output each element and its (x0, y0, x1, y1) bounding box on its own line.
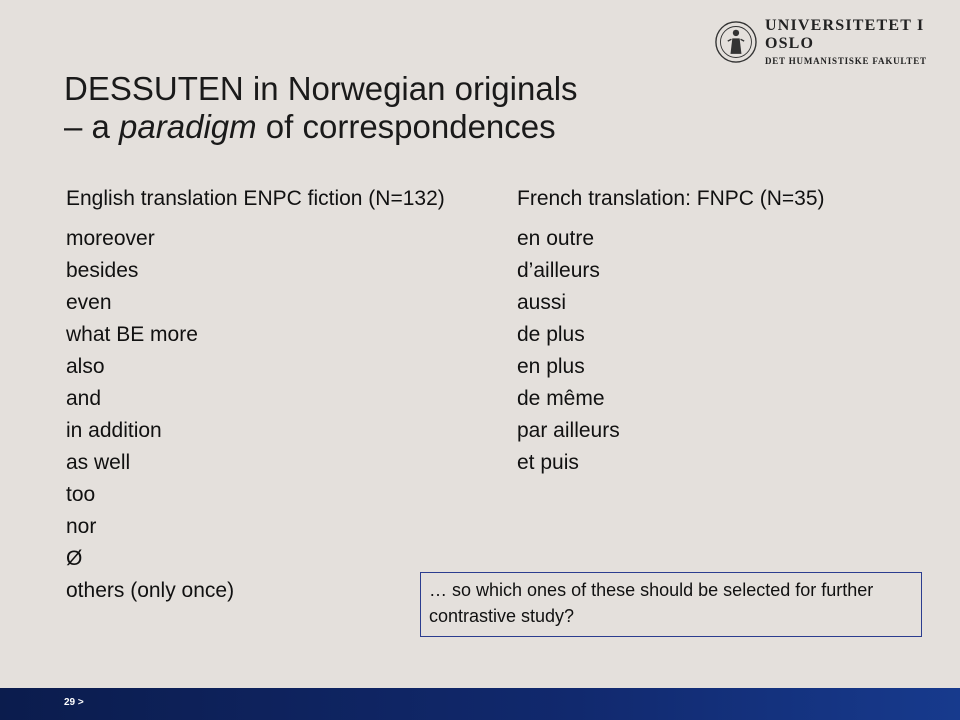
list-item: de même (517, 387, 605, 410)
list-item: even (66, 291, 112, 314)
list-item: also (66, 355, 105, 378)
list-item: others (only once) (66, 579, 235, 602)
list-item: nor (66, 515, 97, 538)
university-name: UNIVERSITETET I OSLO (764, 17, 925, 52)
slide-title (64, 70, 578, 146)
list-item: en plus (517, 355, 585, 378)
logo-text (765, 17, 960, 67)
list-item: par ailleurs (517, 419, 620, 442)
list-item: aussi (517, 291, 567, 314)
french-column (517, 183, 937, 479)
list-item: what BE more (66, 323, 198, 346)
list-item: as well (66, 451, 131, 474)
list-item: de plus (517, 323, 585, 346)
list-item: besides (66, 259, 139, 282)
list-item: et puis (517, 451, 579, 474)
question-note-box: … so which ones of these should be selected for further contrastive study? (420, 572, 922, 637)
english-column-heading: English translation ENPC fiction (N=132) (66, 187, 445, 210)
list-item: in addition (66, 419, 162, 442)
title-line-1: DESSUTEN in Norwegian originals (64, 70, 578, 107)
faculty-name: DET HUMANISTISKE FAKULTET (764, 56, 927, 66)
university-seal-icon (715, 19, 757, 65)
french-column-heading: French translation: FNPC (N=35) (517, 187, 825, 210)
title-line-2 (64, 108, 578, 146)
list-item: en outre (517, 227, 595, 250)
list-item: moreover (66, 227, 155, 250)
title-line-2-suffix: of correspondences (256, 108, 556, 145)
english-column (66, 183, 466, 607)
list-item: Ø (66, 547, 83, 570)
list-item: and (66, 387, 102, 410)
list-item: d’ailleurs (517, 259, 600, 282)
list-item: too (66, 483, 96, 506)
page-number[interactable]: 29 > (64, 697, 84, 708)
footer-bar (0, 688, 960, 720)
title-emphasis: paradigm (119, 108, 257, 145)
title-line-2-prefix: – a (64, 108, 120, 145)
university-logo (715, 17, 960, 67)
